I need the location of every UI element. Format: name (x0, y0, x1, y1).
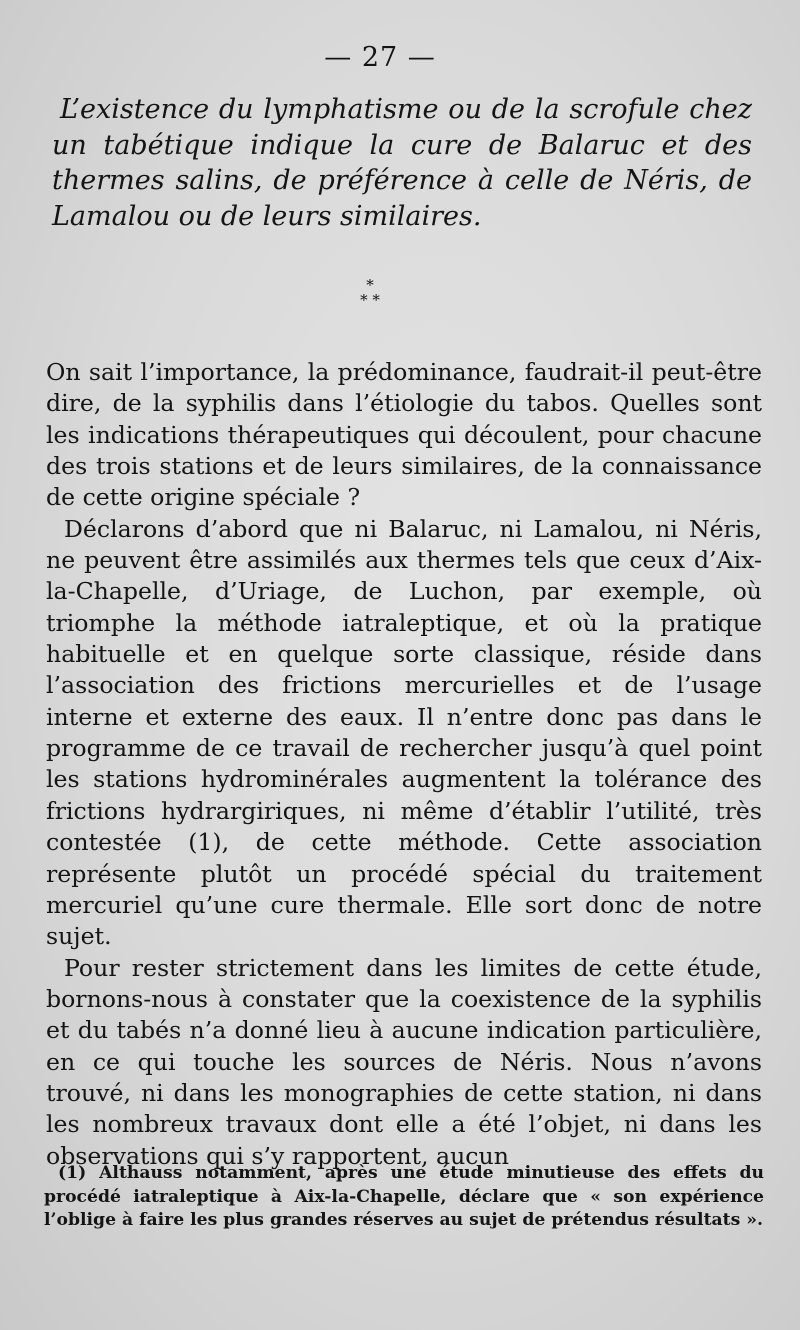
paragraph-3: Pour rester strictement dans les limites de cette étude, bornons-nous à constater que la coexistence de la syphilis et du tabés n’a donné lieu à aucune indication particulière, en ce qui touche les sources de Néris. Nous n’avons trouvé, ni dans les monographies de cette station, ni dans les nombreux travaux dont elle a été l’objet, ni dans les observations qui s’y rapportent, aucun (46, 953, 762, 1170)
body-text (46, 357, 762, 1172)
paragraph-1: On sait l’importance, la prédominance, faudrait-il peut-être dire, de la syphilis dans l’étiologie du tabos. Quelles sont les indications thérapeutiques qui découlent, pour chacune des trois stations et de leurs similaires, de la connaissance de cette origine spéciale ? (46, 358, 762, 512)
italic-paragraph-block (52, 92, 752, 234)
italic-paragraph: L’existence du lymphatisme ou de la scrofule chez un tabétique indique la cure de Balaruc et des thermes salins, de préférence à celle de Néris, de Lamalou ou de leurs similaires. (52, 94, 752, 232)
asterism-bottom: * * (360, 291, 380, 309)
footnote-text: (1) Althauss notamment, après une étude minutieuse des effets du procédé iatraleptique à Aix-la-Chapelle, déclare que « son expérience l’oblige à faire les plus grandes réserves au sujet de prétendus résultats ». (44, 1163, 764, 1230)
asterism-top: * (366, 276, 374, 294)
page-number: — 27 — (324, 42, 436, 73)
footnote (44, 1162, 764, 1233)
paragraph-2: Déclarons d’abord que ni Balaruc, ni Lamalou, ni Néris, ne peuvent être assimilés aux thermes tels que ceux d’Aix-la-Chapelle, d’Uriage, de Luchon, par exemple, où triomphe la méthode iatraleptique, et où la pratique habituelle et en quelque sorte classique, réside dans l’association des frictions mercurielles et de l’usage interne et externe des eaux. Il n’entre donc pas dans le programme de ce travail de rechercher jusqu’à quel point les stations hydrominérales augmentent la tolérance des frictions hydrargiriques, ni même d’établir l’utilité, très contestée (1), de cette méthode. Cette association représente plutôt un procédé spécial du traitement mercuriel qu’une cure thermale. Elle sort donc de notre sujet. (46, 514, 762, 951)
asterism (340, 278, 400, 308)
